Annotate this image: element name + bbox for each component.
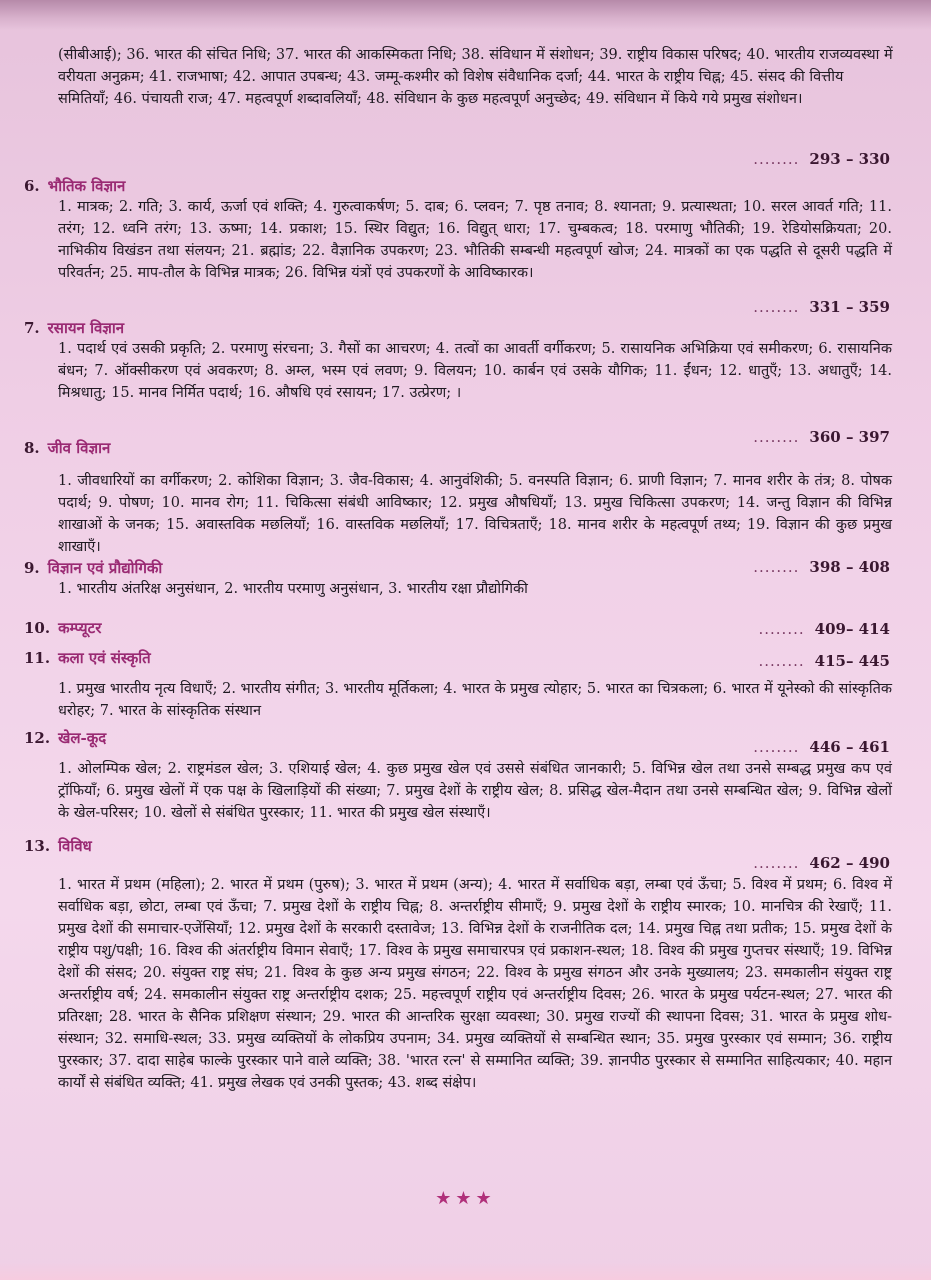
section-topics: 1. भारतीय अंतरिक्ष अनुसंधान, 2. भारतीय परमाणु अनुसंधान, 3. भारतीय रक्षा प्रौद्योगिकी (58, 581, 528, 597)
leader-dots: ........ (758, 652, 805, 670)
end-ornament: ★★★ (435, 1188, 496, 1209)
section-6-page-range (730, 298, 890, 316)
section-title: विज्ञान एवं प्रौद्योगिकी (47, 559, 163, 577)
toc-section-7 (24, 318, 894, 404)
section-title: रसायन विज्ञान (47, 319, 125, 337)
section-heading (24, 176, 894, 196)
section-number: 10. (24, 619, 51, 637)
section-title: भौतिक विज्ञान (47, 177, 126, 195)
page-range: 398 – 408 (809, 558, 890, 576)
section-8-9-page-range (730, 558, 890, 576)
section-number: 7. (24, 319, 40, 337)
page-range: 415– 445 (814, 652, 890, 670)
section-number: 13. (24, 837, 51, 855)
section-heading (24, 318, 894, 338)
section-heading (24, 836, 894, 856)
section-11-page-range (730, 652, 890, 670)
leader-dots: ........ (753, 738, 800, 756)
page-range: 409– 414 (814, 620, 890, 638)
section-title: कला एवं संस्कृति (58, 649, 151, 667)
leader-dots: ........ (753, 854, 800, 872)
continued-contents-text: (सीबीआई); 36. भारत की संचित निधि; 37. भारत की आकस्मिकता निधि; 38. संविधान में संशोधन; 39. राष्ट्रीय विकास परिषद; 40. भारतीय राजव्यवस्था में वरीयता अनुक्रम; 41. राजभाषा; 42. आपात उपबन्ध; 43. जम्मू-कश्मीर को विशेष संवैधानिक दर्जा; 44. भारत के राष्ट्रीय चिह्न; 45. संसद की वित्तीय समितियाँ; 46. पंचायती राज; 47. महत्वपूर्ण शब्दावलियाँ; 48. संविधान के कुछ महत्वपूर्ण अनुच्छेद; 49. संविधान में किये गये प्रमुख संशोधन। (58, 47, 893, 107)
leader-dots: ........ (753, 558, 800, 576)
section-title: कम्प्यूटर (58, 619, 102, 637)
section-number: 8. (24, 439, 40, 457)
section-13-page-range (730, 854, 890, 872)
page-bottom-edge (0, 1262, 931, 1280)
page-top-shadow (0, 0, 931, 30)
section-title: खेल-कूद (58, 729, 107, 747)
toc-section-8 (24, 438, 894, 558)
section-number: 11. (24, 649, 51, 667)
section-topics: 1. पदार्थ एवं उसकी प्रकृति; 2. परमाणु संरचना; 3. गैसों का आचरण; 4. तत्वों का आवर्ती वर्गीकरण; 5. रासायनिक अभिक्रिया एवं समीकरण; 6. रासायनिक बंधन; 7. ऑक्सीकरण एवं अवकरण; 8. अम्ल, भस्म एवं लवण; 9. विलयन; 10. कार्बन एवं उसके यौगिक; 11. ईंधन; 12. धातुएँ; 13. अधातुएँ; 14. मिश्रधातु; 15. मानव निर्मित पदार्थ; 16. औषधि एवं रसायन; 17. उत्प्रेरण; । (58, 341, 892, 401)
intro-page-range (730, 150, 890, 168)
page-range: 462 – 490 (809, 854, 890, 872)
toc-section-13 (24, 836, 894, 1094)
section-topics: 1. मात्रक; 2. गति; 3. कार्य, ऊर्जा एवं शक्ति; 4. गुरुत्वाकर्षण; 5. दाब; 6. प्लवन; 7. पृष्ठ तनाव; 8. श्यानता; 9. प्रत्यास्थता; 10. सरल आवर्त गति; 11. तरंग; 12. ध्वनि तरंग; 13. ऊष्मा; 14. प्रकाश; 15. स्थिर विद्युत; 16. विद्युत् धारा; 17. चुम्बकत्व; 18. परमाणु भौतिकी; 19. रेडियोसक्रियता; 20. नाभिकीय विखंडन तथा संलयन; 21. ब्रह्मांड; 22. वैज्ञानिक उपकरण; 23. भौतिकी सम्बन्धी महत्वपूर्ण खोज; 24. मात्रकों का एक पद्धति से दूसरी पद्धति में परिवर्तन; 25. माप-तौल के विभिन्न मात्रक; 26. विभिन्न यंत्रों एवं उपकरणों के आविष्कारक। (58, 199, 892, 281)
page-range: 446 – 461 (809, 738, 890, 756)
toc-section-6 (24, 176, 894, 284)
section-topics: 1. जीवधारियों का वर्गीकरण; 2. कोशिका विज्ञान; 3. जैव-विकास; 4. आनुवंशिकी; 5. वनस्पति विज्ञान; 6. प्राणी विज्ञान; 7. मानव शरीर के तंत्र; 8. पोषक पदार्थ; 9. पोषण; 10. मानव रोग; 11. चिकित्सा संबंधी आविष्कार; 12. प्रमुख औषधियाँ; 13. प्रमुख चिकित्सा उपकरण; 14. जन्तु विज्ञान की विभिन्न शाखाओं के जनक; 15. अवास्तविक मछलियाँ; 16. वास्तविक मछलियाँ; 17. विचित्रताएँ; 18. मानव शरीर के महत्वपूर्ण तथ्य; 19. विज्ञान की कुछ प्रमुख शाखाएँ। (58, 473, 892, 555)
section-number: 12. (24, 729, 51, 747)
section-title: विविध (58, 837, 92, 855)
section-heading (24, 438, 894, 458)
section-topics: 1. ओलम्पिक खेल; 2. राष्ट्रमंडल खेल; 3. एशियाई खेल; 4. कुछ प्रमुख खेल एवं उससे संबंधित जानकारी; 5. विभिन्न खेल तथा उनसे सम्बद्ध प्रमुख कप एवं ट्रॉफियाँ; 6. प्रमुख खेलों में एक पक्ष के खिलाड़ियों की संख्या; 7. प्रमुख देशों के राष्ट्रीय खेल; 8. प्रसिद्ध खेल-मैदान तथा उनसे सम्बन्धित खेल; 9. विभिन्न खेलों के खेल-परिसर; 10. खेलों से संबंधित पुरस्कार; 11. भारत की प्रमुख खेल संस्थाएँ। (58, 761, 892, 821)
section-number: 6. (24, 177, 40, 195)
leader-dots: ........ (753, 428, 800, 446)
leader-dots: ........ (758, 620, 805, 638)
page-range: 331 – 359 (809, 298, 890, 316)
leader-dots: ........ (753, 298, 800, 316)
page-range: 360 – 397 (809, 428, 890, 446)
section-10-page-range (730, 620, 890, 638)
section-topics: 1. भारत में प्रथम (महिला); 2. भारत में प्रथम (पुरुष); 3. भारत में प्रथम (अन्य); 4. भारत में सर्वाधिक बड़ा, लम्बा एवं ऊँचा; 5. विश्व में प्रथम; 6. विश्व में सर्वाधिक बड़ा, छोटा, लम्बा एवं ऊँचा; 7. प्रमुख देशों के राष्ट्रीय चिह्न; 8. अन्तर्राष्ट्रीय सीमाएँ; 9. प्रमुख देशों के राष्ट्रीय स्मारक; 10. मानचित्र की रेखाएँ; 11. प्रमुख देशों की समाचार-एजेंसियाँ; 12. प्रमुख देशों के सरकारी दस्तावेज; 13. विभिन्न देशों के राजनीतिक दल; 14. प्रमुख चिह्न तथा प्रतीक; 15. प्रमुख देशों के राष्ट्रीय पशु/पक्षी; 16. विश्व की अंतर्राष्ट्रीय विमान सेवाएँ; 17. विश्व के प्रमुख समाचारपत्र एवं प्रकाशन-स्थल; 18. विश्व की प्रमुख गुप्तचर संस्थाएँ; 19. विभिन्न देशों की संसद; 20. संयुक्त राष्ट्र संघ; 21. विश्व के कुछ अन्य प्रमुख संगठन; 22. विश्व के प्रमुख संगठन और उनके मुख्यालय; 23. समकालीन संयुक्त राष्ट्र अन्तर्राष्ट्रीय वर्ष; 24. समकालीन संयुक्त राष्ट्र अन्तर्राष्ट्रीय दशक; 25. महत्त्वपूर्ण राष्ट्रीय एवं अन्तर्राष्ट्रीय दिवस; 26. भारत के प्रमुख पर्यटन-स्थल; 27. भारत की प्रतिरक्षा; 28. भारत के सैनिक प्रशिक्षण संस्थान; 29. भारत की आन्तरिक सुरक्षा व्यवस्था; 30. प्रमुख राज्यों की स्थापना दिवस; 31. भारत के प्रमुख शोध-संस्थान; 32. समाधि-स्थल; 33. प्रमुख व्यक्तियों के लोकप्रिय उपनाम; 34. प्रमुख व्यक्तियों से सम्बन्धित स्थान; 35. प्रमुख पुरस्कार एवं सम्मान; 36. राष्ट्रीय पुरस्कार; 37. दादा साहेब फाल्के पुरस्कार पाने वाले व्यक्ति; 38. 'भारत रत्न' से सम्मानित व्यक्ति; 39. ज्ञानपीठ पुरस्कार से सम्मानित साहित्यकार; 40. महान कार्यों से संबंधित व्यक्ति; 41. प्रमुख लेखक एवं उनकी पुस्तक; 43. शब्द संक्षेप। (58, 877, 892, 1091)
section-12-page-range (730, 738, 890, 756)
section-topics: 1. प्रमुख भारतीय नृत्य विधाएँ; 2. भारतीय संगीत; 3. भारतीय मूर्तिकला; 4. भारत के प्रमुख त्योहार; 5. भारत का चित्रकला; 6. भारत में यूनेस्को की सांस्कृतिक धरोहर; 7. भारत के सांस्कृतिक संस्थान (58, 681, 892, 719)
page-range: 293 – 330 (809, 150, 890, 168)
section-title: जीव विज्ञान (47, 439, 111, 457)
leader-dots: ........ (753, 150, 800, 168)
section-number: 9. (24, 559, 40, 577)
